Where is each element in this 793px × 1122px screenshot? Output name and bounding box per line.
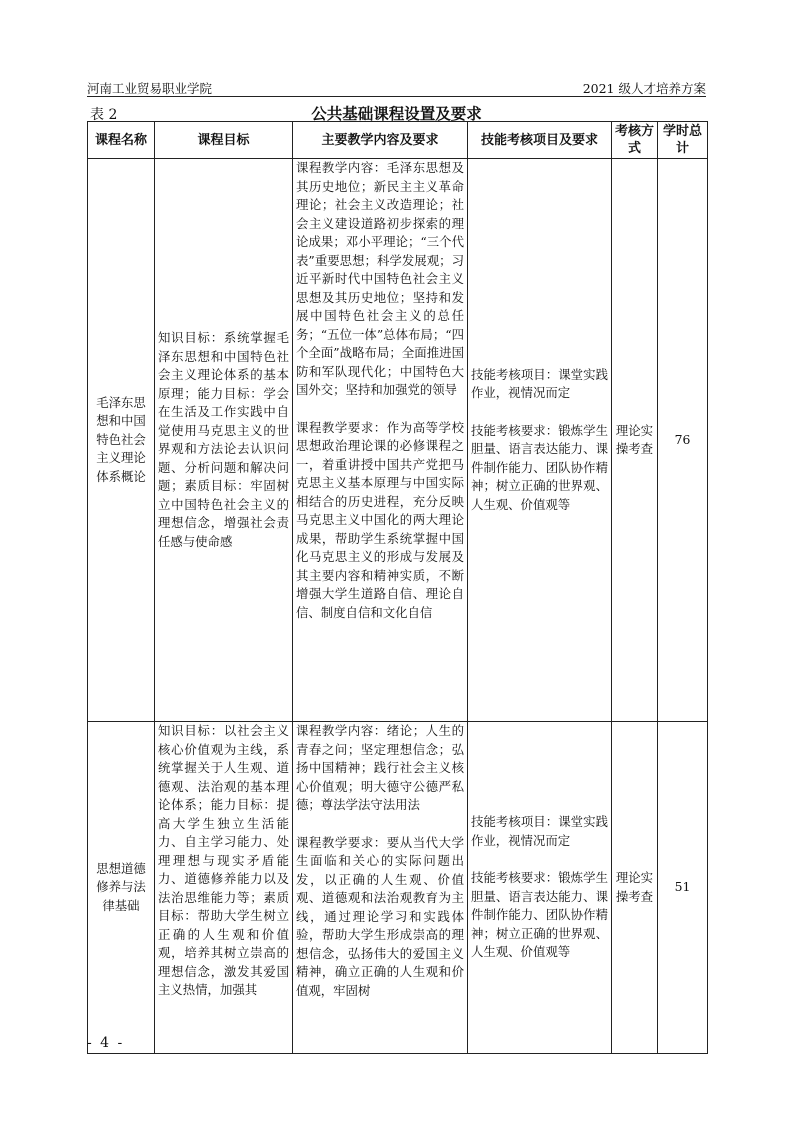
teaching-content: 课程教学内容：绪论；人生的青春之问；坚定理想信念；弘扬中国精神；践行社会主义核心价值观；明大德守公德严私德；尊法学法守法用法 <box>296 723 464 812</box>
column-header-course-goal: 课程目标 <box>155 122 293 159</box>
page-number: - 4 - <box>87 1035 125 1051</box>
course-name-cell: 毛泽东思想和中国特色社会主义理论体系概论 <box>88 159 155 722</box>
table-title: 公共基础课程设置及要求 <box>311 105 482 123</box>
content-cell <box>293 722 468 1054</box>
teaching-content: 课程教学内容：毛泽东思想及其历史地位；新民主主义革命理论；社会主义改造理论；社会主义建设道路初步探索的理论成果；邓小平理论；“三个代表”重要思想；科学发展观；习近平新时代中国特色社会主义思想及其历史地位；坚持和发展中国特色社会主义的总任务；“五位一体”总体布局；“四个全面”战略布局；全面推进国防和军队现代化；中国特色大国外交；坚持和加强党的领导 <box>296 160 464 397</box>
table-header-row <box>88 122 708 159</box>
skill-requirement: 技能考核要求：锻炼学生胆量、语言表达能力、课件制作能力、团队协作精神；树立正确的世界观、人生观、价值观等 <box>471 870 608 960</box>
column-header-content: 主要教学内容及要求 <box>293 122 468 159</box>
table-row <box>88 722 708 1054</box>
skill-cell <box>468 722 612 1054</box>
teaching-requirement: 课程教学要求：作为高等学校思想政治理论课的必修课程之一，着重讲授中国共产党把马克思主义基本原理与中国实际相结合的历史进程，充分反映马克思主义中国化的两大理论成果，帮助学生系统掌握中国化马克思主义的形成与发展及其主要内容和精神实质，不断增强大学生道路自信、理论自信、制度自信和文化自信 <box>296 419 464 620</box>
table-row <box>88 159 708 722</box>
column-header-total-hours: 学时总计 <box>658 122 708 159</box>
content-cell <box>293 159 468 722</box>
table-number: 表 2 <box>90 107 118 123</box>
skill-requirement: 技能考核要求：锻炼学生胆量、语言表达能力、课件制作能力、团队协作精神；树立正确的世界观、人生观、价值观等 <box>471 422 608 512</box>
total-hours-cell: 76 <box>658 159 708 722</box>
skill-item: 技能考核项目：课堂实践作业，视情况而定 <box>471 366 608 401</box>
course-name-cell: 思想道德修养与法律基础 <box>88 722 155 1054</box>
teaching-requirement: 课程教学要求：要从当代大学生面临和关心的实际问题出发，以正确的人生观、价值观、道德观和法治观教育为主线，通过理论学习和实践体验，帮助大学生形成崇高的理想信念，弘扬伟大的爱国主义精神，确立正确的人生观和价值观，牢固树 <box>296 834 464 998</box>
course-goal-cell: 知识目标：系统掌握毛泽东思想和中国特色社会主义理论体系的基本原理；能力目标：学会在生活及工作实践中自觉使用马克思主义的世界观和方法论去认识问题、分析问题和解决问题；素质目标：牢固树立中国特色社会主义的理想信念，增强社会责任感与使命感 <box>155 159 293 722</box>
skill-item: 技能考核项目：课堂实践作业，视情况而定 <box>471 814 608 848</box>
header-rule <box>87 96 706 97</box>
total-hours-cell: 51 <box>658 722 708 1054</box>
column-header-assessment-method: 考核方式 <box>612 122 658 159</box>
header-document-title: 2021 级人才培养方案 <box>582 81 706 96</box>
assessment-method-cell: 理论实操考查 <box>612 722 658 1054</box>
curriculum-table <box>87 121 708 1054</box>
assessment-method-cell: 理论实操考查 <box>612 159 658 722</box>
column-header-course-name: 课程名称 <box>88 122 155 159</box>
column-header-skill-assessment: 技能考核项目及要求 <box>468 122 612 159</box>
header-school-name: 河南工业贸易职业学院 <box>87 81 213 96</box>
skill-cell <box>468 159 612 722</box>
course-goal-cell: 知识目标：以社会主义核心价值观为主线，系统掌握关于人生观、道德观、法治观的基本理论体系；能力目标：提高大学生独立生活能力、自主学习能力、处理理想与现实矛盾能力、道德修养能力以及法治思维能力等；素质目标：帮助大学生树立正确的人生观和价值观，培养其树立崇高的理想信念，激发其爱国主义热情，加强其 <box>155 722 293 1054</box>
